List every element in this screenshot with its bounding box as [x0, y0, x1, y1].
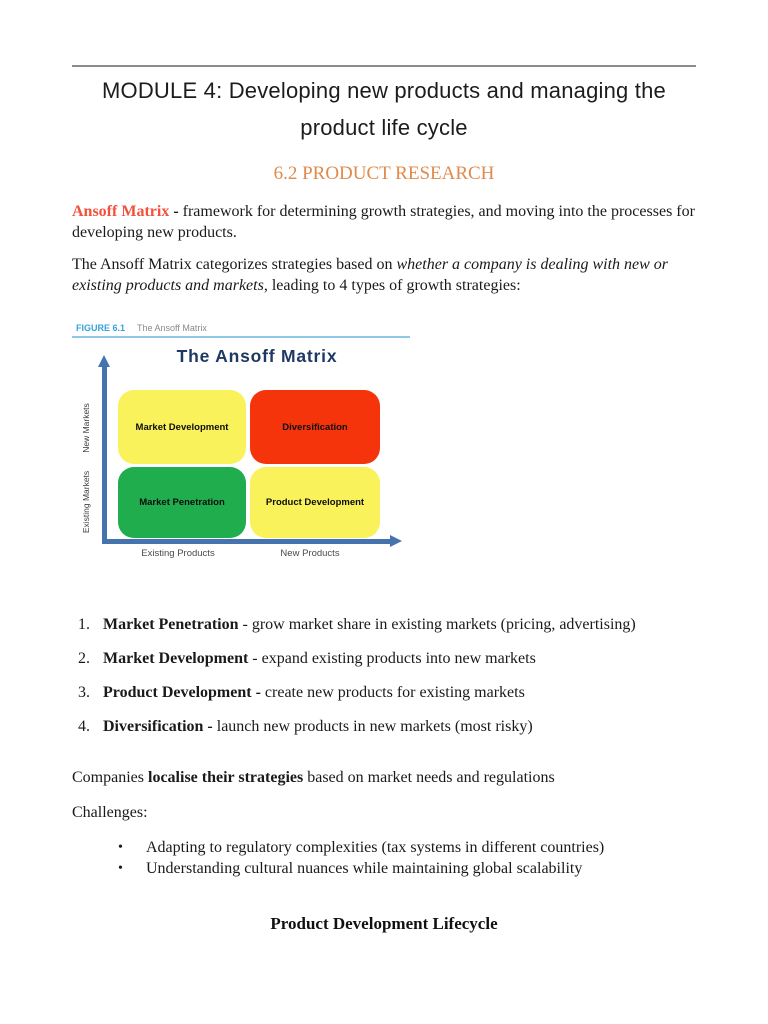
list-item-diversification: [72, 716, 696, 737]
bullet-item-cultural: [72, 858, 696, 879]
paragraph-matrix-categorizes: The Ansoff Matrix categorizes strategies based on whether a company is dealing with new or existing products and markets, leading to 4 types of growth strategies:: [72, 256, 669, 294]
bullet-item-regulatory: [72, 837, 696, 858]
x-axis-label-new-products: New Products: [280, 548, 340, 559]
figure-caption-label: FIGURE 6.1: [76, 323, 126, 333]
header-rule: [72, 65, 696, 67]
page-title-line-2: product life cycle: [300, 115, 468, 140]
bullet-text: Understanding cultural nuances while maintaining global scalability: [146, 860, 583, 877]
figure-caption-title: The Ansoff Matrix: [137, 323, 207, 333]
x-axis-label-existing-products: Existing Products: [141, 548, 215, 559]
list-number: 3.: [78, 684, 90, 701]
list-item-product-development: [72, 682, 696, 703]
list-item-text: Diversification - launch new products in new markets (most risky): [103, 718, 533, 735]
ansoff-matrix-chart: [72, 340, 410, 572]
figure-caption-rule: [72, 336, 410, 338]
quadrant-product-development: Product Development: [250, 467, 380, 538]
list-number: 2.: [78, 650, 90, 667]
list-number: 4.: [78, 718, 90, 735]
list-item-text: Market Penetration - grow market share in existing markets (pricing, advertising): [103, 616, 636, 633]
figure-caption: [72, 322, 410, 334]
page-title-line-1: MODULE 4: Developing new products and managing the: [102, 78, 666, 103]
bullet-icon: •: [118, 861, 123, 876]
bullet-text: Adapting to regulatory complexities (tax systems in different countries): [146, 839, 605, 856]
bullet-icon: •: [118, 840, 123, 855]
page-title: [72, 72, 696, 146]
list-item-text: Market Development - expand existing products into new markets: [103, 650, 536, 667]
page-content: [0, 65, 768, 935]
list-item-text: Product Development - create new products for existing markets: [103, 684, 525, 701]
quadrant-market-penetration: Market Penetration: [118, 467, 246, 538]
list-item-market-development: [72, 648, 696, 669]
quadrant-market-development: Market Development: [118, 390, 246, 464]
y-axis-label-new-markets: New Markets: [81, 403, 91, 453]
section-heading: 6.2 PRODUCT RESEARCH: [273, 163, 495, 184]
x-axis-arrowhead-icon: [390, 535, 402, 547]
challenges-bullet-list: [72, 837, 696, 879]
y-axis-line: [102, 366, 107, 540]
footer-heading: Product Development Lifecycle: [270, 914, 498, 933]
challenges-label: Challenges:: [72, 804, 148, 821]
ansoff-matrix-figure: [72, 322, 410, 572]
growth-strategies-list: [72, 614, 696, 737]
quadrant-diversification: Diversification: [250, 390, 380, 464]
list-item-market-penetration: [72, 614, 696, 635]
list-number: 1.: [78, 616, 90, 633]
x-axis-line: [102, 539, 392, 544]
chart-title: The Ansoff Matrix: [176, 346, 338, 366]
paragraph-localise: Companies localise their strategies based on market needs and regulations: [72, 769, 555, 786]
y-axis-label-existing-markets: Existing Markets: [81, 470, 91, 534]
paragraph-ansoff-definition: Ansoff Matrix - framework for determining growth strategies, and moving into the processes for developing new products.: [72, 203, 695, 241]
